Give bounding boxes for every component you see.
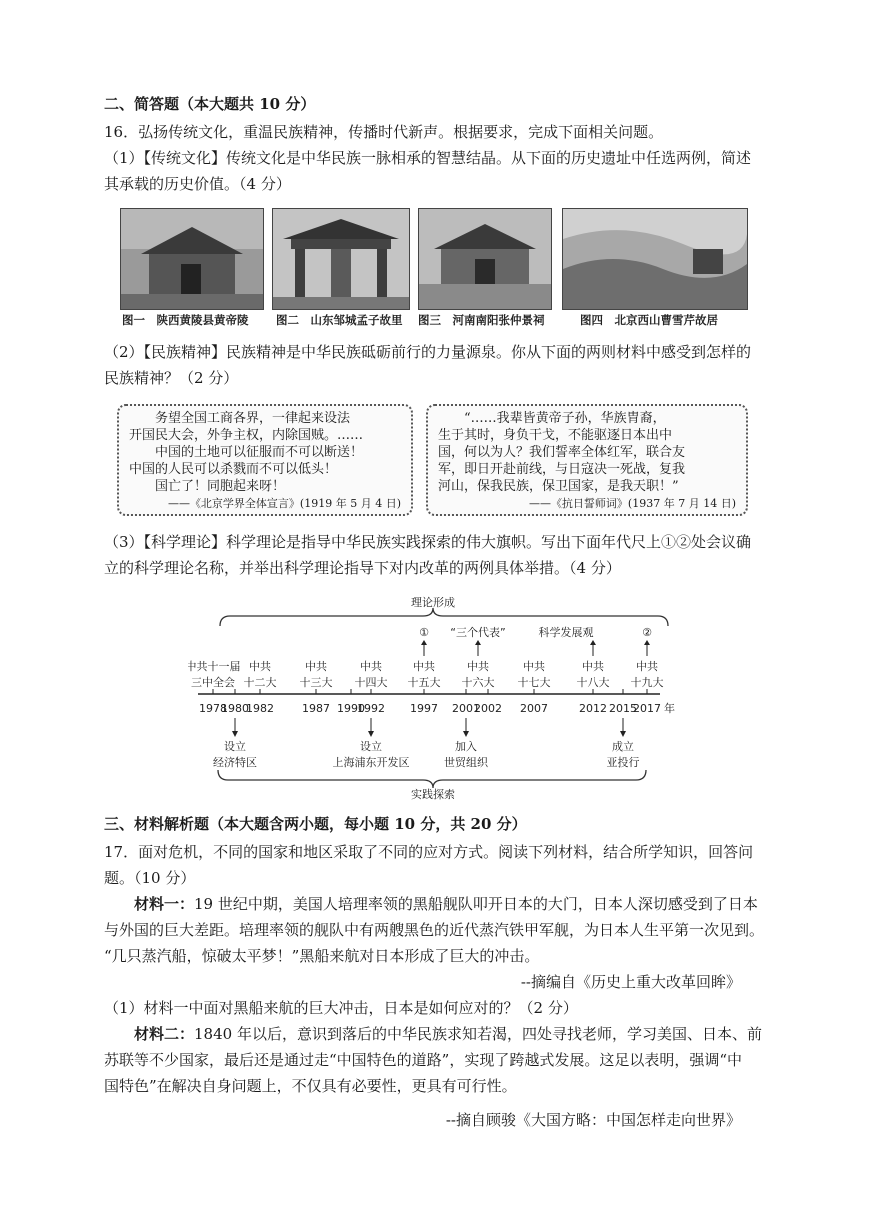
photo-caption-4: 图四 北京西山曹雪芹故居 bbox=[580, 313, 718, 327]
photo-3 bbox=[418, 208, 552, 310]
quote-left-line: 务望全国工商各界，一律起来设法 bbox=[155, 411, 351, 426]
material2-source: --摘自顾骏《大国方略：中国怎样走向世界》 bbox=[445, 1111, 741, 1129]
photo-2 bbox=[272, 208, 410, 310]
timeline-top-label: 理论形成 bbox=[411, 596, 455, 609]
quote-left-line: 国亡了！同胞起来呀！ bbox=[155, 479, 286, 494]
meeting-label-line2: 三中全会 bbox=[191, 676, 235, 689]
theory-label: ① bbox=[419, 626, 429, 639]
meeting-label-line2: 十六大 bbox=[461, 676, 495, 689]
quote-left-line: 中国的人民可以杀戮而不可以低头！ bbox=[129, 462, 338, 477]
q16-1-line1: （1）【传统文化】传统文化是中华民族一脉相承的智慧结晶。从下面的历史遗址中任选两例，简述 bbox=[104, 149, 752, 167]
year-ticks bbox=[199, 689, 661, 715]
material1-label: 材料一： bbox=[134, 895, 195, 913]
event-label-line2: 经济特区 bbox=[213, 756, 257, 769]
meeting-label-line1: 中共 bbox=[249, 660, 271, 673]
material1-line2: 与外国的巨大差距。培理率领的舰队中有两艘黑色的近代蒸汽铁甲军舰，为日本人生平第一次见到。 bbox=[104, 921, 765, 939]
meeting-label-line1: 中共 bbox=[305, 660, 327, 673]
q16-2-line2: 民族精神？（2 分） bbox=[104, 369, 239, 387]
meeting-label-line2: 十二大 bbox=[243, 676, 277, 689]
quote-box-may4 bbox=[117, 404, 413, 516]
event-label-line1: 设立 bbox=[360, 740, 382, 753]
year-label: 1980 bbox=[221, 702, 249, 715]
event-arrowhead bbox=[463, 731, 469, 737]
meeting-label-line1: 中共 bbox=[360, 660, 382, 673]
section2-heading: 二、简答题（本大题共 10 分） bbox=[104, 95, 316, 113]
era-timeline bbox=[188, 592, 678, 802]
q17-1: （1）材料一中面对黑船来航的巨大冲击，日本是如何应对的？（2 分） bbox=[104, 999, 578, 1017]
quote-left-line: 开国民大会，外争主权，内除国贼。…… bbox=[129, 428, 364, 443]
event-label-line1: 加入 bbox=[455, 740, 477, 753]
year-label: 2015 bbox=[609, 702, 637, 715]
year-label: 1990 bbox=[337, 702, 365, 715]
material1-source: --摘编自《历史上重大改革回眸》 bbox=[520, 973, 741, 991]
photo-1 bbox=[120, 208, 264, 310]
meeting-label-line2: 十八大 bbox=[576, 676, 610, 689]
historical-sites-photos bbox=[120, 208, 748, 333]
meeting-label-line2: 十九大 bbox=[630, 676, 664, 689]
quote-right-line: “……我辈皆黄帝子孙，华族胄裔， bbox=[464, 411, 666, 426]
quote-right-source: ——《抗日誓师词》(1937 年 7 月 14 日) bbox=[528, 497, 736, 510]
meeting-label-line2: 十三大 bbox=[299, 676, 333, 689]
q16-1-line2: 其承载的历史价值。（4 分） bbox=[104, 175, 291, 193]
theory-label: “三个代表” bbox=[450, 626, 506, 639]
q16-3-line1: （3）【科学理论】科学理论是指导中华民族实践探索的伟大旗帜。写出下面年代尺上①②处会议确 bbox=[104, 533, 752, 551]
meeting-label-line2: 十七大 bbox=[517, 676, 551, 689]
year-label: 2012 bbox=[579, 702, 607, 715]
event-arrowhead bbox=[620, 731, 626, 737]
quote-right-line: 国，何以为人？我们誓率全体红军，联合友 bbox=[438, 445, 686, 460]
practice-brace bbox=[218, 770, 646, 788]
theory-arrowhead bbox=[644, 640, 650, 645]
q17-line2: 题。（10 分） bbox=[104, 869, 196, 887]
material2-line3: 国特色”在解决自身问题上，不仅具有必要性，更具有可行性。 bbox=[104, 1077, 517, 1095]
year-label: 1992 bbox=[357, 702, 385, 715]
theory-label: 科学发展观 bbox=[538, 626, 594, 639]
photo-4 bbox=[562, 208, 748, 310]
meeting-label-line1: 中共 bbox=[467, 660, 489, 673]
theory-brace bbox=[220, 608, 668, 626]
year-unit-label: 年 bbox=[664, 702, 675, 715]
q16-stem: 16．弘扬传统文化，重温民族精神，传播时代新声。根据要求，完成下面相关问题。 bbox=[104, 123, 664, 141]
quote-right-line: 河山，保我民族，保卫国家，是我天职！” bbox=[438, 479, 679, 494]
meeting-label-line1: 中共 bbox=[636, 660, 658, 673]
event-label-line1: 成立 bbox=[612, 740, 634, 753]
event-label-line2: 亚投行 bbox=[606, 756, 640, 769]
meeting-label-line1: 中共 bbox=[582, 660, 604, 673]
theory-arrowhead bbox=[421, 640, 427, 645]
q17-line1: 17．面对危机，不同的国家和地区采取了不同的应对方式。阅读下列材料，结合所学知识，回答问 bbox=[104, 843, 754, 861]
meeting-label-line2: 十四大 bbox=[354, 676, 388, 689]
event-label-line2: 上海浦东开发区 bbox=[332, 756, 410, 769]
year-label: 2002 bbox=[474, 702, 502, 715]
meeting-label-line1: 中共十一届 bbox=[188, 660, 241, 673]
quote-right-line: 生于其时，身负干戈，不能驱逐日本出中 bbox=[438, 428, 673, 443]
theory-labels bbox=[419, 625, 652, 656]
photo-caption-1: 图一 陕西黄陵县黄帝陵 bbox=[122, 313, 249, 327]
photo-caption-3: 图三 河南南阳张仲景祠 bbox=[418, 313, 545, 327]
theory-arrowhead bbox=[475, 640, 481, 645]
event-arrowhead bbox=[232, 731, 238, 737]
meeting-label-line1: 中共 bbox=[413, 660, 435, 673]
theory-arrowhead bbox=[590, 640, 596, 645]
section3-heading: 三、材料解析题（本大题含两小题，每小题 10 分，共 20 分） bbox=[104, 815, 527, 833]
event-label-line2: 世贸组织 bbox=[444, 756, 488, 769]
material1-line1 bbox=[104, 894, 758, 914]
quote-left-line: 中国的土地可以征服而不可以断送！ bbox=[155, 445, 364, 460]
material1-line3: “几只蒸汽船，惊破太平梦！”黑船来航对日本形成了巨大的冲击。 bbox=[104, 947, 540, 965]
year-label: 1978 bbox=[199, 702, 227, 715]
photo-caption-2: 图二 山东邹城孟子故里 bbox=[276, 313, 403, 327]
q16-3-line2: 立的科学理论名称，并举出科学理论指导下对内改革的两例具体举措。（4 分） bbox=[104, 559, 621, 577]
year-label: 1982 bbox=[246, 702, 274, 715]
material2-line2: 苏联等不少国家，最后还是通过走“中国特色的道路”，实现了跨越式发展。这足以表明，强调“中 bbox=[104, 1051, 743, 1069]
timeline-bottom-label: 实践探索 bbox=[411, 788, 455, 801]
meeting-label-line2: 十五大 bbox=[407, 676, 441, 689]
quote-right-line: 军，即日开赴前线，与日寇决一死战，复我 bbox=[438, 462, 686, 477]
quote-left-source: ——《北京学界全体宣言》(1919 年 5 月 4 日) bbox=[167, 497, 401, 510]
year-label: 2017 bbox=[633, 702, 661, 715]
year-label: 2001 bbox=[452, 702, 480, 715]
material2-line1 bbox=[104, 1024, 762, 1044]
meeting-label-line1: 中共 bbox=[523, 660, 545, 673]
event-arrowhead bbox=[368, 731, 374, 737]
year-label: 1997 bbox=[410, 702, 438, 715]
material2-text1: 1840 年以后，意识到落后的中华民族求知若渴，四处寻找老师，学习美国、日本、前 bbox=[194, 1025, 762, 1043]
event-labels bbox=[213, 718, 640, 769]
year-label: 2007 bbox=[520, 702, 548, 715]
theory-label: ② bbox=[642, 626, 652, 639]
material2-label: 材料二： bbox=[134, 1025, 195, 1043]
quote-box-anti-japanese-oath bbox=[426, 404, 748, 516]
q16-2-line1: （2）【民族精神】民族精神是中华民族砥砺前行的力量源泉。你从下面的两则材料中感受到怎样的 bbox=[104, 343, 752, 361]
meeting-labels bbox=[188, 659, 664, 689]
year-label: 1987 bbox=[302, 702, 330, 715]
material1-text1: 19 世纪中期，美国人培理率领的黑船舰队叩开日本的大门，日本人深切感受到了日本 bbox=[194, 895, 758, 913]
event-label-line1: 设立 bbox=[224, 740, 246, 753]
